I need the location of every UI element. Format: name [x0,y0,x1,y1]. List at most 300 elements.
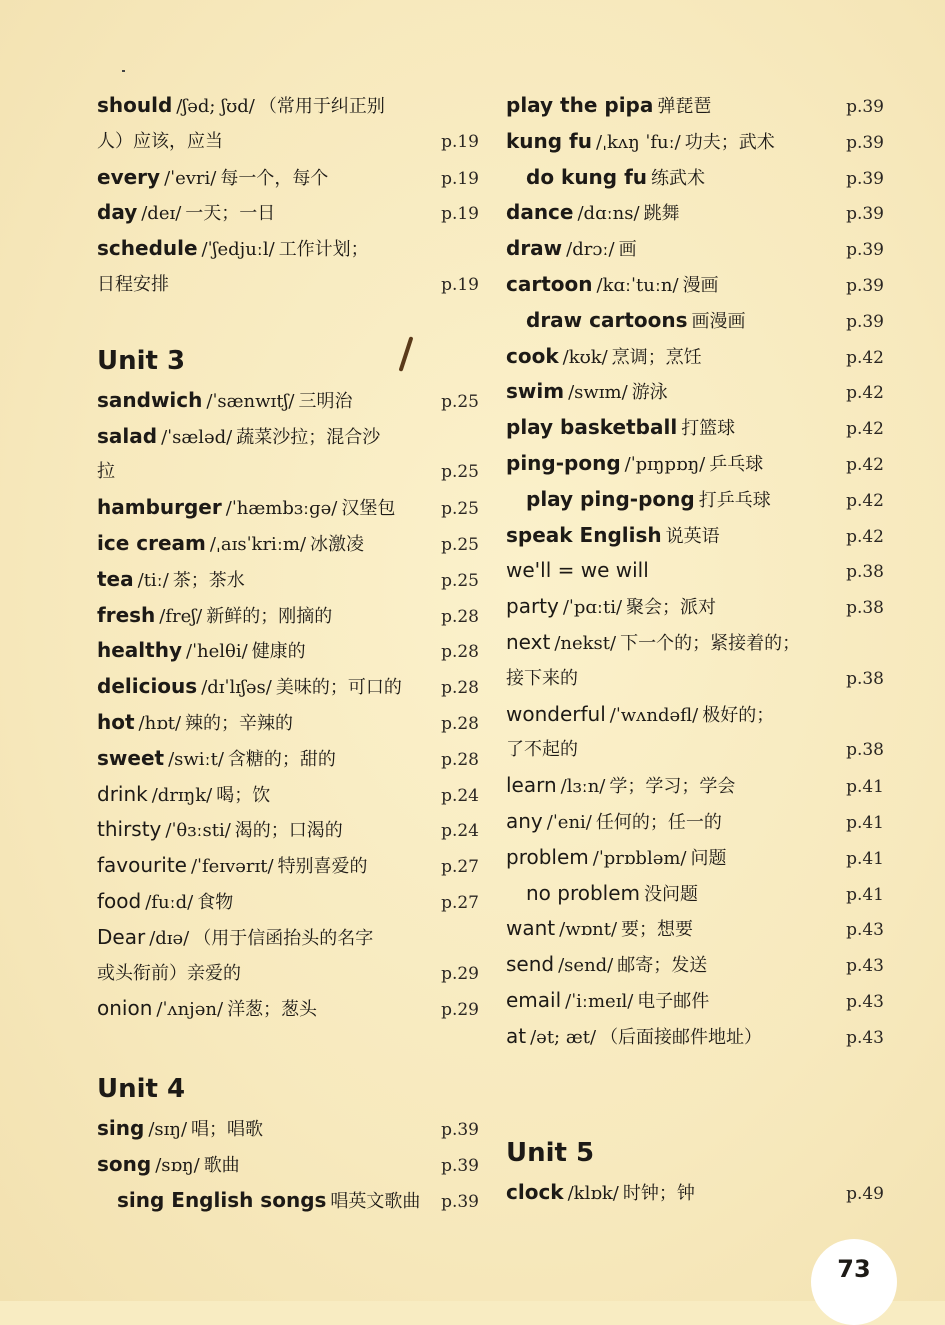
headword: sandwich [97,387,203,412]
headword: hamburger [97,495,222,520]
headword: tea [97,566,134,591]
chinese-meaning: 乒乓球 [709,453,764,475]
vocab-entry [506,911,884,947]
page-ref: p.39 [441,1120,479,1141]
headword: clock [506,1179,564,1204]
entry-text [506,1175,695,1212]
entry-text [506,911,693,948]
entry-text [526,876,698,913]
chinese-meaning: 食物 [197,891,234,913]
entry-text [97,956,241,992]
headword: delicious [97,674,198,699]
entry-text [97,267,169,303]
entry-text [506,625,800,662]
phonetic: /dɪə/ [149,927,190,949]
phonetic: /ʃəd; ʃʊd/ [176,96,255,117]
entry-text [97,669,402,706]
headword: fresh [97,602,156,627]
phonetic: /ˈhelθi/ [186,641,248,663]
entry-text [97,598,332,635]
phonetic: /ˈhæmbɜːɡə/ [225,498,338,520]
entry-text [97,490,395,527]
vocab-entry [97,633,479,669]
vocab-entry [97,777,479,813]
phonetic: /kɑːˈtuːn/ [596,274,679,296]
entry-text [97,633,306,670]
entry-text [506,947,707,984]
entry-text [97,848,368,885]
page-ref: p.42 [846,454,884,475]
headword: healthy [97,638,182,663]
headword: kung fu [506,128,592,153]
chinese-meaning: 打篮球 [681,418,736,440]
vocab-entry [97,669,479,705]
phonetic: /send/ [558,955,614,977]
vocab-entry [97,195,479,231]
chinese-meaning: 一天；一日 [185,203,276,225]
unit-heading: Unit 3 [97,345,186,376]
page-ref: p.29 [441,963,479,984]
vocab-entry [506,1019,884,1055]
headword: sing [97,1116,145,1141]
unit-heading: Unit 5 [506,1137,595,1168]
phonetic: /lɜːn/ [560,776,606,798]
chinese-meaning: 时钟；钟 [622,1182,695,1204]
entry-text [506,983,709,1020]
entry-text [97,991,317,1028]
chinese-meaning: 下一个的；紧接着的； [620,632,801,654]
page-ref: p.39 [441,1155,479,1176]
headword: ping-pong [506,450,621,475]
vocab-entry [506,697,884,733]
page-ref: p.19 [441,168,479,189]
vocab-entry [506,589,884,625]
page-ref: p.39 [846,132,884,153]
page-ref: p.42 [846,347,884,368]
phonetic: /ˈeni/ [546,811,592,833]
phonetic: /ˈpɪŋpɒŋ/ [624,453,706,475]
vocab-entry [97,705,479,741]
page-ref: p.25 [441,462,479,483]
phonetic: /freʃ/ [159,605,203,627]
chinese-meaning: 功夫；武术 [684,131,775,153]
chinese-meaning: 要；想要 [621,919,694,941]
entry-text [506,195,680,232]
page-ref: p.28 [441,678,479,699]
entry-text [526,482,771,519]
chinese-meaning: （后面接邮件地址） [600,1026,763,1048]
phonetic: /kʊk/ [562,346,608,368]
page-ref: p.42 [846,526,884,547]
entry-text [97,454,115,490]
page-ref: p.39 [846,97,884,117]
phonetic: /ˈsænwɪtʃ/ [206,390,295,412]
page-ref: p.43 [846,1027,884,1048]
vocab-entry [97,848,479,884]
vocab-entry [97,741,479,777]
chinese-meaning: 日程安排 [97,273,169,295]
entry-text [97,705,293,742]
entry-text [506,410,735,447]
phonetic: /ˈʃedjuːl/ [201,239,275,261]
phonetic: /dɑːns/ [577,203,640,225]
entry-text [506,446,763,483]
chinese-meaning: 邮寄；发送 [617,955,708,977]
headword: schedule [97,236,198,261]
headword: want [506,916,556,941]
chinese-meaning: 游泳 [631,382,668,404]
vocab-entry [506,195,884,231]
entry-text [506,267,719,304]
headword: any [506,808,543,833]
entry-text [506,553,649,590]
headword: next [506,629,551,654]
entry-continuation [97,267,479,303]
vocab-entry [506,1175,884,1211]
vocab-entry [506,804,884,840]
unit-heading: Unit 4 [97,1074,186,1105]
phonetic: /wɒnt/ [559,919,618,941]
phonetic: /ˌkʌŋ ˈfuː/ [596,131,681,153]
section-spacer [506,1055,884,1121]
phonetic: /ˌaɪsˈkriːm/ [209,533,307,555]
page-ref: p.38 [846,562,884,583]
entry-text [506,374,668,411]
vocab-entry [506,768,884,804]
chinese-meaning: 了不起的 [506,739,578,761]
chinese-meaning: 电子邮件 [637,990,710,1012]
page-ref: p.49 [846,1183,884,1204]
entry-text [506,589,716,626]
page-ref: p.28 [441,642,479,663]
headword: speak English [506,522,662,547]
vocab-entry [506,983,884,1019]
headword: salad [97,423,158,448]
page-number: 73 [811,1239,897,1325]
chinese-meaning: 唱；唱歌 [191,1119,264,1141]
page-ref: p.43 [846,991,884,1012]
page-ref: p.41 [846,812,884,833]
page-ref: p.42 [846,383,884,404]
entry-text [97,884,233,921]
vocab-entry [97,526,479,562]
page-ref: p.28 [441,749,479,770]
page-ref: p.39 [846,311,884,332]
entry-text [97,920,373,957]
entry-text [97,1111,263,1148]
vocab-entry [506,160,884,196]
vocab-entry [506,876,884,912]
chinese-meaning: 蔬菜沙拉；混合沙 [236,426,381,448]
chinese-meaning: 工作计划； [278,239,369,261]
vocab-entry [506,267,884,303]
chinese-meaning: 聚会；派对 [626,597,717,619]
vocab-entry [97,383,479,419]
entry-text [97,231,369,268]
headword: send [506,952,555,977]
entry-text [117,1183,420,1220]
headword: hot [97,709,135,734]
chinese-meaning: 接下来的 [506,667,578,689]
chinese-meaning: 画漫画 [691,310,746,332]
chinese-meaning: 特别喜爱的 [277,856,368,878]
phonetic: /swiːt/ [168,748,224,770]
page-ref: p.41 [846,884,884,905]
headword: food [97,888,142,913]
entry-text [506,88,711,125]
entry-continuation [97,124,479,160]
left-vocabulary-column [97,88,479,1219]
entry-text [97,1147,240,1184]
page-ref: p.39 [441,1191,479,1212]
page-ref: p.27 [441,892,479,913]
page-ref: p.38 [846,598,884,619]
page-ref: p.24 [441,785,479,806]
headword: song [97,1151,152,1176]
chinese-meaning: 画 [618,239,637,261]
page-ref: p.29 [441,1000,479,1021]
phonetic: /dɪˈlɪʃəs/ [201,677,272,699]
headword: ice cream [97,530,206,555]
headword: draw [506,236,563,261]
page-ref: p.42 [846,490,884,511]
phonetic: /ˈwʌndəfl/ [609,704,699,726]
page-ref: p.43 [846,920,884,941]
headword: thirsty [97,817,162,842]
section-spacer [97,1027,479,1057]
entry-text [97,419,380,456]
entry-text [506,697,774,734]
entry-text [526,303,746,340]
entry-text [506,768,735,805]
phonetic: /ˈpɑːti/ [562,597,623,619]
chinese-meaning: 汉堡包 [341,498,396,520]
headword: should [97,93,173,117]
headword: party [506,594,559,619]
page-ref: p.24 [441,821,479,842]
vocab-entry [506,947,884,983]
chinese-meaning: 健康的 [251,641,306,663]
page-ref: p.39 [846,168,884,189]
chinese-meaning: 或头衔前）亲爱的 [97,962,241,984]
page-ref: p.19 [441,204,479,225]
page-ref: p.25 [441,534,479,555]
entry-text [506,661,578,697]
chinese-meaning: 跳舞 [643,203,680,225]
headword: at [506,1023,527,1048]
vocab-entry [97,1147,479,1183]
entry-text [97,526,364,563]
page-ref: p.42 [846,419,884,440]
phonetic: /klɒk/ [567,1182,619,1204]
phonetic: /ˈprɒbləm/ [592,847,687,869]
vocab-entry [506,625,884,661]
chinese-meaning: 打乒乓球 [698,489,771,511]
headword: cartoon [506,271,593,296]
entry-text [97,195,275,232]
chinese-meaning: 茶；茶水 [172,569,245,591]
entry-continuation [506,661,884,697]
page-ref: p.27 [441,857,479,878]
chinese-meaning: 人）应该，应当 [97,130,223,152]
headword: swim [506,379,565,404]
vocab-entry [506,410,884,446]
vocab-entry [97,160,479,196]
entry-text [97,562,245,599]
phonetic: /ˈfeɪvərɪt/ [190,856,274,878]
headword: we'll = we will [506,558,649,583]
page-ref: p.39 [846,240,884,261]
page-ref: p.25 [441,391,479,412]
chinese-meaning: 冰激凌 [310,533,365,555]
entry-continuation [506,732,884,768]
entry-text [506,804,722,841]
entry-text [506,231,637,268]
entry-text [97,88,385,125]
page-ref: p.25 [441,570,479,591]
page-ref: p.38 [846,740,884,761]
vocab-entry [97,1183,479,1219]
chinese-meaning: （用于信函抬头的名字 [193,927,374,949]
page-ref: p.38 [846,668,884,689]
headword: day [97,200,138,225]
headword: favourite [97,853,187,878]
vocab-entry [97,562,479,598]
headword: Dear [97,924,146,949]
phonetic: /ˈevri/ [164,167,217,189]
chinese-meaning: 唱英文歌曲 [330,1190,421,1212]
chinese-meaning: （常用于纠正别 [258,96,385,117]
phonetic: /ət; æt/ [530,1026,597,1048]
phonetic: /hɒt/ [138,712,182,734]
page-ref: p.25 [441,499,479,520]
entry-continuation [97,956,479,992]
chinese-meaning: 练武术 [651,167,706,189]
chinese-meaning: 辣的；辛辣的 [185,712,294,734]
entry-text [97,777,270,814]
right-vocabulary-column [506,88,884,1210]
chinese-meaning: 漫画 [682,274,719,296]
chinese-meaning: 学；学习；学会 [609,776,736,798]
entry-text [506,1019,762,1056]
chinese-meaning: 烹调；烹饪 [611,346,702,368]
headword: drink [97,781,148,806]
chinese-meaning: 每一个，每个 [220,167,329,189]
headword: play ping-pong [526,486,695,511]
chinese-meaning: 新鲜的；刚摘的 [206,605,333,627]
chinese-meaning: 问题 [690,847,727,869]
section-spacer [97,303,479,329]
phonetic: /ˈʌnjən/ [156,999,224,1021]
chinese-meaning: 美味的；可口的 [275,677,402,699]
page-ref: p.39 [846,275,884,296]
chinese-meaning: 拉 [97,461,115,483]
vocab-entry [97,598,479,634]
page-ref: p.41 [846,848,884,869]
entry-text [526,160,705,197]
vocab-entry [97,1111,479,1147]
vocab-entry [506,518,884,554]
phonetic: /deɪ/ [141,203,182,225]
vocab-entry [506,553,884,589]
chinese-meaning: 极好的； [702,704,775,726]
phonetic: /drɔː/ [566,239,615,261]
headword: dance [506,200,574,225]
chinese-meaning: 说英语 [665,525,720,547]
vocab-entry [97,419,479,455]
page-ref: p.39 [846,204,884,225]
chinese-meaning: 三明治 [298,390,353,412]
vocab-entry [506,374,884,410]
entry-text [97,812,343,849]
vocab-entry [506,88,884,124]
phonetic: /drɪŋk/ [151,784,213,806]
headword: no problem [526,880,641,905]
headword: cook [506,343,559,368]
vocab-entry [97,991,479,1027]
chinese-meaning: 渴的；口渴的 [234,820,343,842]
phonetic: /fuːd/ [145,891,194,913]
vocab-entry [97,88,479,124]
vocab-entry [506,446,884,482]
headword: draw cartoons [526,307,688,332]
entry-text [506,840,727,877]
phonetic: /swɪm/ [568,382,628,404]
vocab-entry [97,490,479,526]
phonetic: /ˈsæləd/ [161,426,233,448]
headword: sweet [97,745,165,770]
vocab-entry [506,231,884,267]
headword: sing English songs [117,1187,327,1212]
entry-continuation [97,454,479,490]
entry-text [506,732,578,768]
headword: onion [97,996,153,1021]
chinese-meaning: 喝；饮 [216,784,271,806]
page-ref: p.41 [846,777,884,798]
page-ref: p.28 [441,713,479,734]
page-ref: p.19 [441,274,479,295]
chinese-meaning: 洋葱；葱头 [227,999,318,1021]
phonetic: /tiː/ [137,569,169,591]
vocab-entry [97,231,479,267]
entry-text [506,339,702,376]
chinese-meaning: 任何的；任一的 [595,811,722,833]
headword: every [97,164,161,189]
chinese-meaning: 含糖的；甜的 [227,748,336,770]
chinese-meaning: 歌曲 [203,1154,240,1176]
entry-text [97,160,328,197]
ink-speck [122,70,125,72]
headword: play basketball [506,415,678,440]
headword: play the pipa [506,93,654,117]
chinese-meaning: 没问题 [644,883,699,905]
phonetic: /sɒŋ/ [155,1154,200,1176]
vocab-entry [506,482,884,518]
page-ref: p.19 [441,131,479,152]
vocab-entry [506,840,884,876]
vocab-entry [97,920,479,956]
entry-text [506,124,775,161]
headword: learn [506,773,557,798]
phonetic: /ˈθɜːsti/ [165,820,231,842]
phonetic: /ˈiːmeɪl/ [565,990,634,1012]
headword: do kung fu [526,164,648,189]
headword: email [506,987,562,1012]
vocab-entry [506,124,884,160]
page-ref: p.28 [441,606,479,627]
entry-text [97,383,353,420]
vocab-entry [506,303,884,339]
